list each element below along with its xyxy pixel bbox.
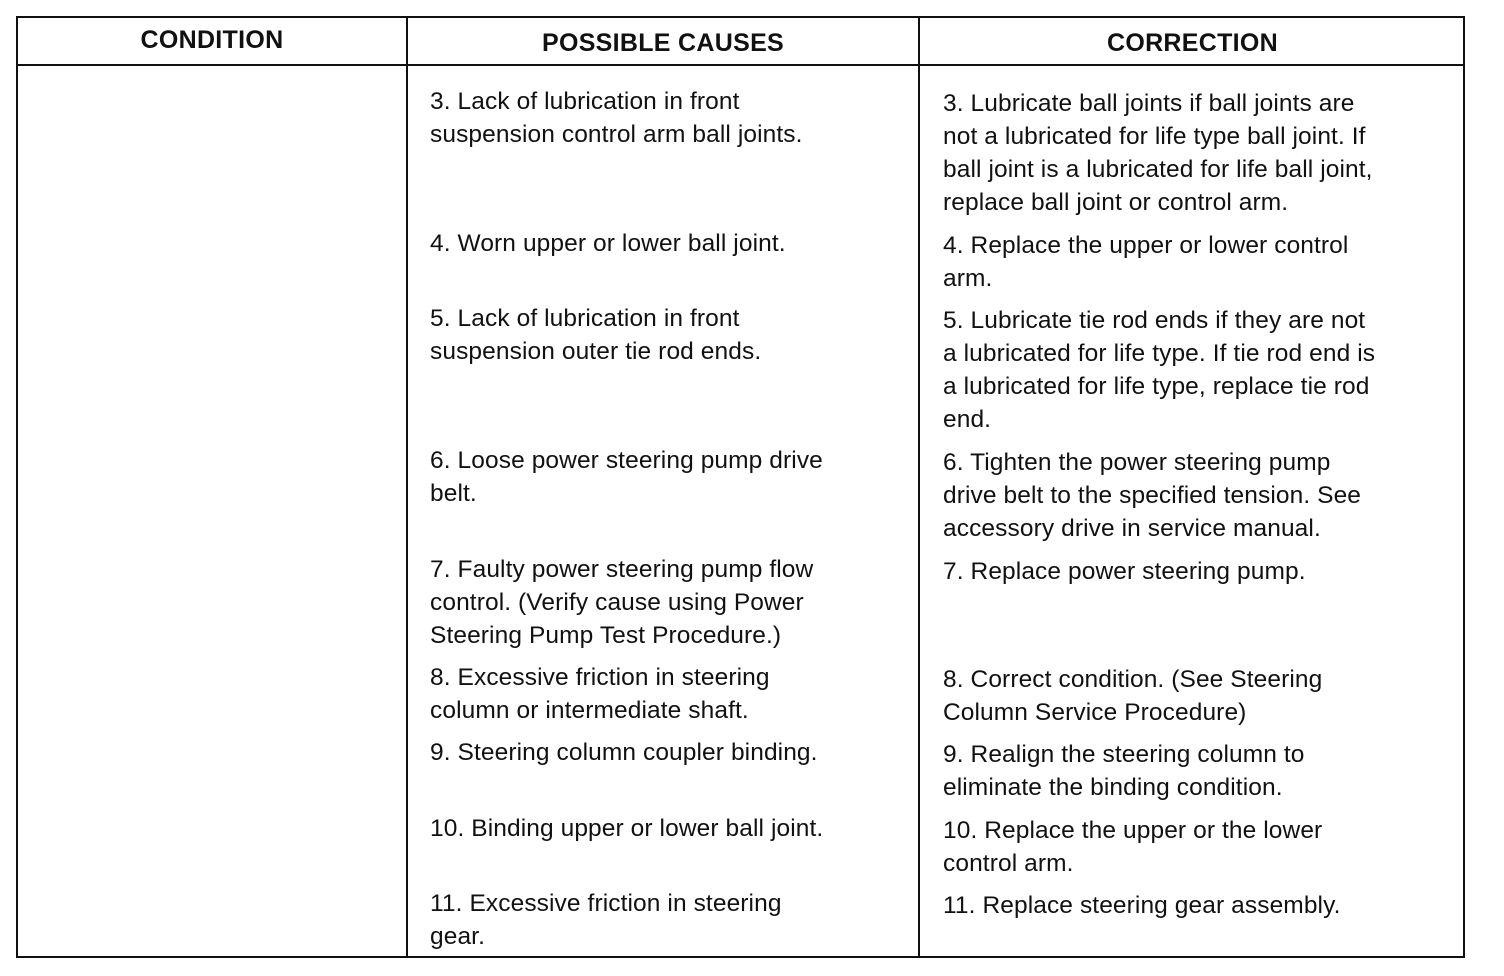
column-divider-1 [406, 16, 408, 958]
cause-7: 7. Faulty power steering pump flow control. (Verify cause using Power Steering Pump Test Procedure.) [430, 556, 814, 649]
cause-11: 11. Excessive friction in steering gear. [430, 890, 782, 950]
correction-9: 9. Realign the steering column to eliminate the binding condition. [943, 741, 1305, 801]
correction-10: 10. Replace the upper or the lower control arm. [943, 817, 1323, 877]
correction-3: 3. Lubricate ball joints if ball joints are not a lubricated for life type ball joint. If ball joint is a lubricated for life ball joint, replace ball joint or control arm. [943, 90, 1373, 216]
cause-9: 9. Steering column coupler binding. [430, 739, 818, 766]
correction-6: 6. Tighten the power steering pump drive belt to the specified tension. See accessory drive in service manual. [943, 449, 1362, 542]
correction-8: 8. Correct condition. (See Steering Column Service Procedure) [943, 666, 1323, 726]
header-condition: CONDITION [140, 26, 284, 54]
header-divider [16, 64, 1465, 66]
column-divider-2 [918, 16, 920, 958]
correction-4: 4. Replace the upper or lower control arm. [943, 232, 1349, 292]
cause-10: 10. Binding upper or lower ball joint. [430, 815, 824, 842]
header-possible-causes: POSSIBLE CAUSES [541, 29, 785, 57]
cause-5: 5. Lack of lubrication in front suspension outer tie rod ends. [430, 305, 762, 365]
correction-7: 7. Replace power steering pump. [943, 558, 1306, 585]
cause-3: 3. Lack of lubrication in front suspension control arm ball joints. [430, 88, 803, 148]
cause-8: 8. Excessive friction in steering column or intermediate shaft. [430, 664, 770, 724]
cause-6: 6. Loose power steering pump drive belt. [430, 447, 823, 507]
header-correction: CORRECTION [1106, 29, 1279, 57]
cause-4: 4. Worn upper or lower ball joint. [430, 230, 786, 257]
correction-11: 11. Replace steering gear assembly. [943, 892, 1341, 919]
correction-5: 5. Lubricate tie rod ends if they are not a lubricated for life type. If tie rod end is a lubricated for life type, replace tie rod end. [943, 307, 1376, 433]
